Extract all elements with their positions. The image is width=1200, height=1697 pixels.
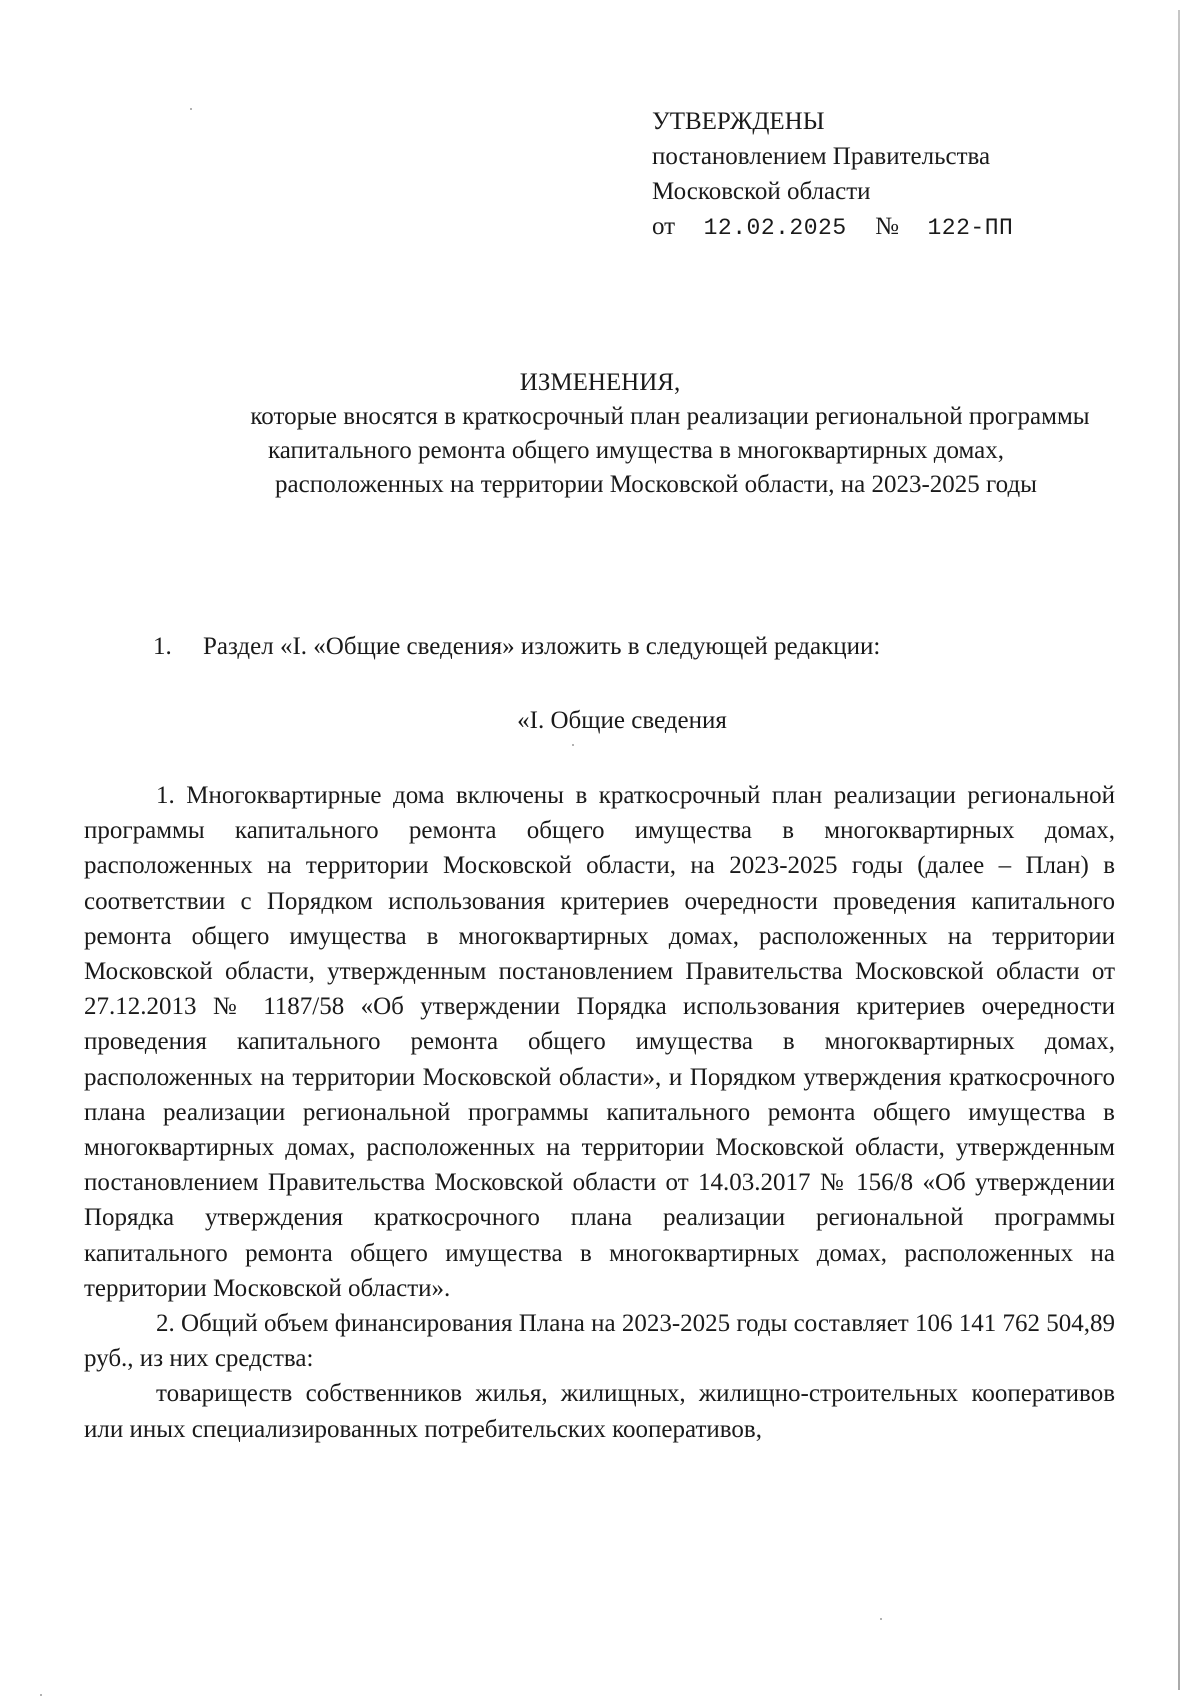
approval-heading: УТВЕРЖДЕНЫ xyxy=(652,108,825,135)
title-line-3: расположенных на территории Московской области, на 2023-2025 годы xyxy=(275,471,1037,498)
approval-stamp xyxy=(652,104,1013,246)
item-number: 1. xyxy=(153,633,172,660)
section-title: «I. Общие сведения xyxy=(517,707,727,734)
approval-number: 122-ПП xyxy=(927,215,1014,241)
document-title xyxy=(0,366,1200,502)
title-heading: ИЗМЕНЕНИЯ, xyxy=(519,369,681,396)
approval-date-line xyxy=(652,209,1013,246)
title-line-1: которые вносятся в краткосрочный план реализации региональной программы xyxy=(250,403,1090,430)
title-line-2: капитального ремонта общего имущества в многоквартирных домах, xyxy=(267,437,1005,464)
amendment-item-1 xyxy=(153,630,880,664)
scan-edge-line xyxy=(1178,10,1180,1690)
approval-line-2: Московской области xyxy=(652,178,871,205)
paragraph-2: 2. Общий объем финансирования Плана на 2023-2025 годы составляет 106 141 762 504,89 руб., из них средства: xyxy=(84,1310,1115,1373)
approval-date: 12.02.2025 xyxy=(703,215,847,241)
paragraph-3: товариществ собственников жилья, жилищных, жилищно-строительных кооперативов или иных специализированных потребительских кооперативов, xyxy=(84,1380,1115,1443)
scan-speck xyxy=(190,108,192,110)
scan-speck xyxy=(40,1694,42,1696)
approval-line-1: постановлением Правительства xyxy=(652,143,991,170)
approval-prefix: от xyxy=(652,213,676,240)
approval-number-sign: № xyxy=(875,213,899,240)
paragraph-1: 1. Многоквартирные дома включены в краткосрочный план реализации региональной программы капитального ремонта общего имущества в многоквартирных домах, расположенных на территории Московской области, на 2023-2025 годы (далее – План) в соответствии с Порядком использования критериев очередности проведения капитального ремонта общего имущества в многоквартирных домах, расположенных на территории Московской области, утвержденным постановлением Правительства Московской области от 27.12.2013 № 1187/58 «Об утверждении Порядка использования критериев очередности проведения капитального ремонта общего имущества в многоквартирных домах, расположенных на территории Московской области», и Порядком утверждения краткосрочного плана реализации региональной программы капитального ремонта общего имущества в многоквартирных домах, расположенных на территории Московской области, утвержденным постановлением Правительства Московской области от 14.03.2017 № 156/8 «Об утверждении Порядка утверждения краткосрочного плана реализации региональной программы капитального ремонта общего имущества в многоквартирных домах, расположенных на территории Московской области». xyxy=(84,782,1115,1302)
scan-speck xyxy=(880,1618,882,1620)
item-text: Раздел «I. «Общие сведения» изложить в следующей редакции: xyxy=(203,633,881,660)
section-body xyxy=(84,778,1115,1443)
scan-speck xyxy=(572,744,574,746)
